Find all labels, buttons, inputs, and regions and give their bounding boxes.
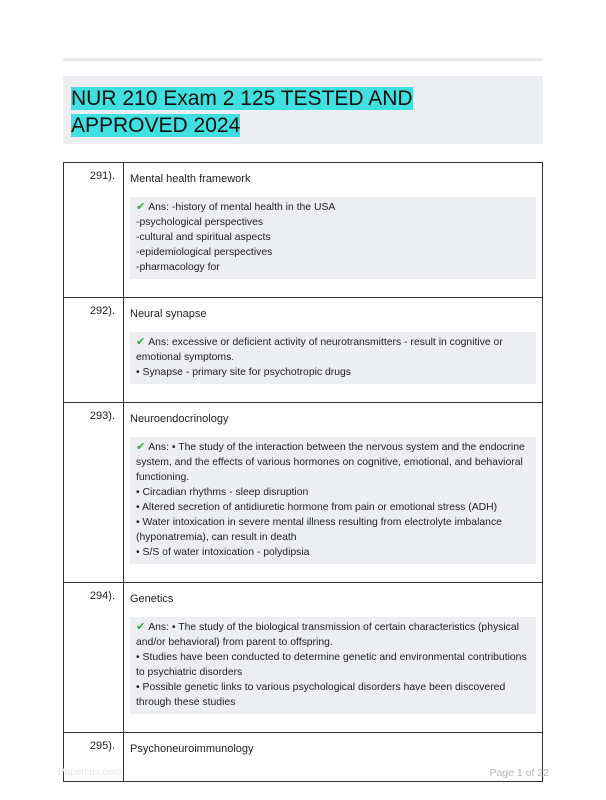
checkmark-icon: ✔ — [136, 201, 146, 213]
checkmark-icon: ✔ — [136, 621, 146, 633]
item-content — [124, 403, 543, 583]
answer-line: • S/S of water intoxication - polydipsia — [136, 547, 310, 558]
answer-line: ✔ Ans: excessive or deficient activity of neurotransmitters - result in cognitive or emotional symptoms. — [136, 336, 503, 363]
question-text: Neural synapse — [130, 308, 207, 320]
checkmark-icon: ✔ — [136, 441, 146, 453]
answer-box — [130, 332, 536, 384]
answer-box — [130, 437, 536, 564]
item-number: 291). — [64, 163, 124, 298]
answer-line: • Altered secretion of antidiuretic hormone from pain or emotional stress (ADH) — [136, 502, 498, 513]
item-number: 295). — [64, 733, 124, 782]
answer-box — [130, 197, 536, 279]
answer-line: • Circadian rhythms - sleep disruption — [136, 487, 309, 498]
page-indicator: Page 1 of 22 — [489, 767, 549, 779]
answer-line: ✔ Ans: • The study of the biological transmission of certain characteristics (physical and/or behavioral) from parent to offspring. — [136, 621, 519, 648]
item-number: 292). — [64, 298, 124, 403]
item-number: 293). — [64, 403, 124, 583]
answer-line: • Synapse - primary site for psychotropic drugs — [136, 367, 351, 378]
document-title: NUR 210 Exam 2 125 TESTED AND APPROVED 2024 — [71, 87, 413, 137]
question-text: Mental health framework — [130, 173, 251, 185]
item-content — [124, 298, 543, 403]
answer-line: • Possible genetic links to various psychological disorders have been discovered through these studies — [136, 682, 506, 708]
answer-line: -epidemiological perspectives — [136, 247, 273, 258]
answer-line: • Studies have been conducted to determine genetic and environmental contributions to psychiatric disorders — [136, 652, 527, 678]
answer-line: ✔ Ans: • The study of the interaction between the nervous system and the endocrine system, and the effects of various hormones on cognitive, emotional, and behavioral functioning. — [136, 441, 525, 483]
answer-line: -pharmacology for — [136, 262, 220, 273]
table-row — [64, 583, 543, 733]
question-text: Psychoneuroimmunology — [130, 743, 254, 755]
answer-line: -psychological perspectives — [136, 217, 264, 228]
top-divider — [63, 58, 543, 61]
item-content — [124, 733, 543, 782]
table-row — [64, 163, 543, 298]
qa-table — [63, 162, 543, 782]
table-row — [64, 403, 543, 583]
answer-box — [130, 617, 536, 714]
item-content — [124, 163, 543, 298]
title-banner — [63, 76, 543, 144]
checkmark-icon: ✔ — [136, 336, 146, 348]
footer-site-watermark: Paperlibs.com — [58, 767, 122, 778]
question-text: Neuroendocrinology — [130, 413, 229, 425]
answer-line: • Water intoxication in severe mental illness resulting from electrolyte imbalance (hyponatremia), can result in death — [136, 517, 502, 543]
answer-line: -cultural and spiritual aspects — [136, 232, 271, 243]
table-row — [64, 733, 543, 782]
item-number: 294). — [64, 583, 124, 733]
item-content — [124, 583, 543, 733]
table-row — [64, 298, 543, 403]
question-text: Genetics — [130, 593, 174, 605]
answer-line: ✔ Ans: -history of mental health in the USA — [136, 201, 336, 213]
